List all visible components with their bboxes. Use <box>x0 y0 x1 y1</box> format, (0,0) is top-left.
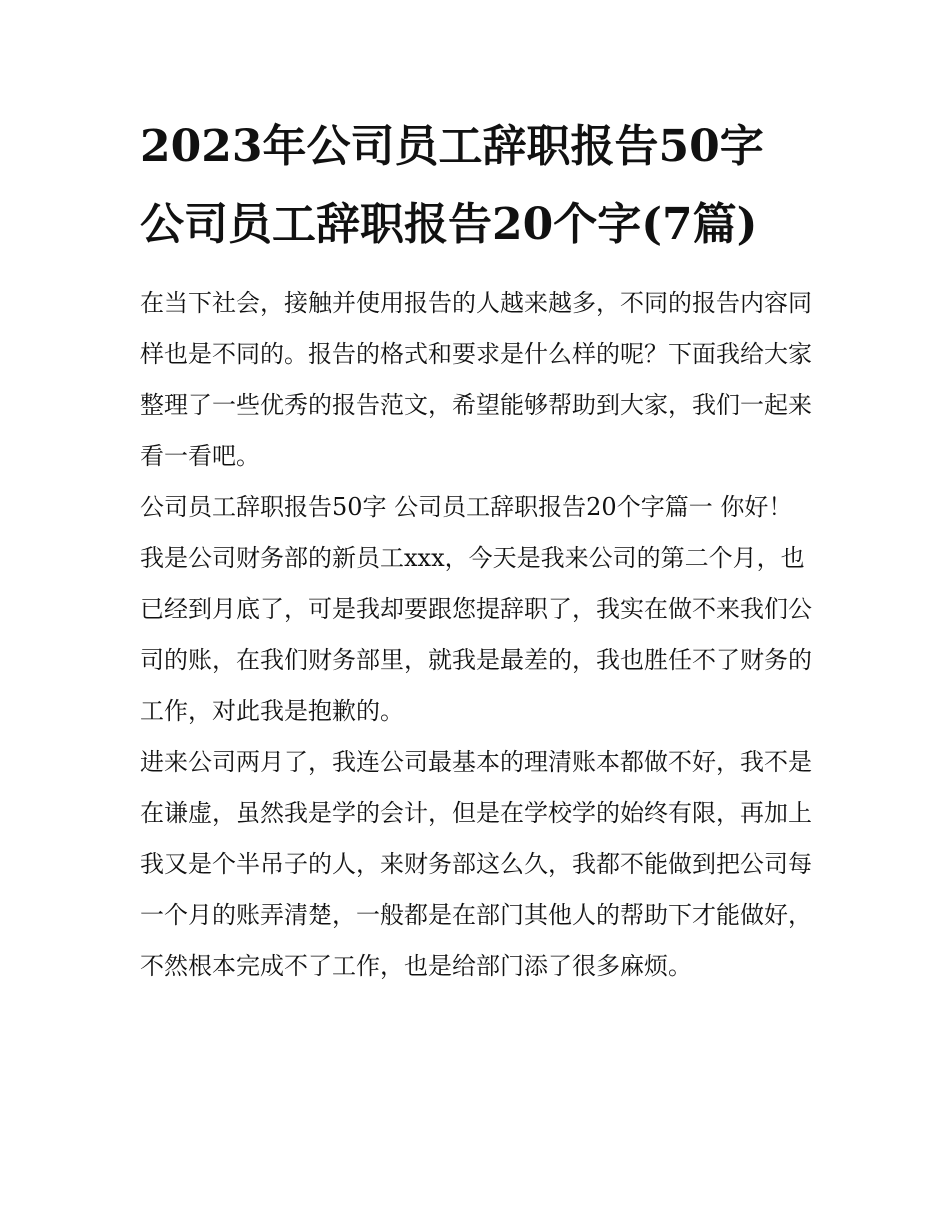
body-paragraph-2: 进来公司两月了，我连公司最基本的理清账本都做不好，我不是在谦虚，虽然我是学的会计，但是在学校学的始终有限，再加上我又是个半吊子的人，来财务部这么久，我都不能做到把公司每一个月的账弄清楚，一般都是在部门其他人的帮助下才能做好，不然根本完成不了工作，也是给部门添了很多麻烦。 <box>140 748 812 980</box>
section-heading-paragraph: 公司员工辞职报告50字 公司员工辞职报告20个字篇一 你好！ <box>140 493 793 521</box>
intro-paragraph: 在当下社会，接触并使用报告的人越来越多，不同的报告内容同样也是不同的。报告的格式和要求是什么样的呢？下面我给大家整理了一些优秀的报告范文，希望能够帮助到大家，我们一起来看一看吧。 <box>140 289 812 470</box>
document-page <box>140 108 812 992</box>
body-paragraph-1: 我是公司财务部的新员工xxx，今天是我来公司的第二个月，也已经到月底了，可是我却要跟您提辞职了，我实在做不来我们公司的账，在我们财务部里，就我是最差的，我也胜任不了财务的工作，对此我是抱歉的。 <box>140 544 812 725</box>
document-title: 2023年公司员工辞职报告50字 公司员工辞职报告20个字(7篇) <box>140 121 764 250</box>
